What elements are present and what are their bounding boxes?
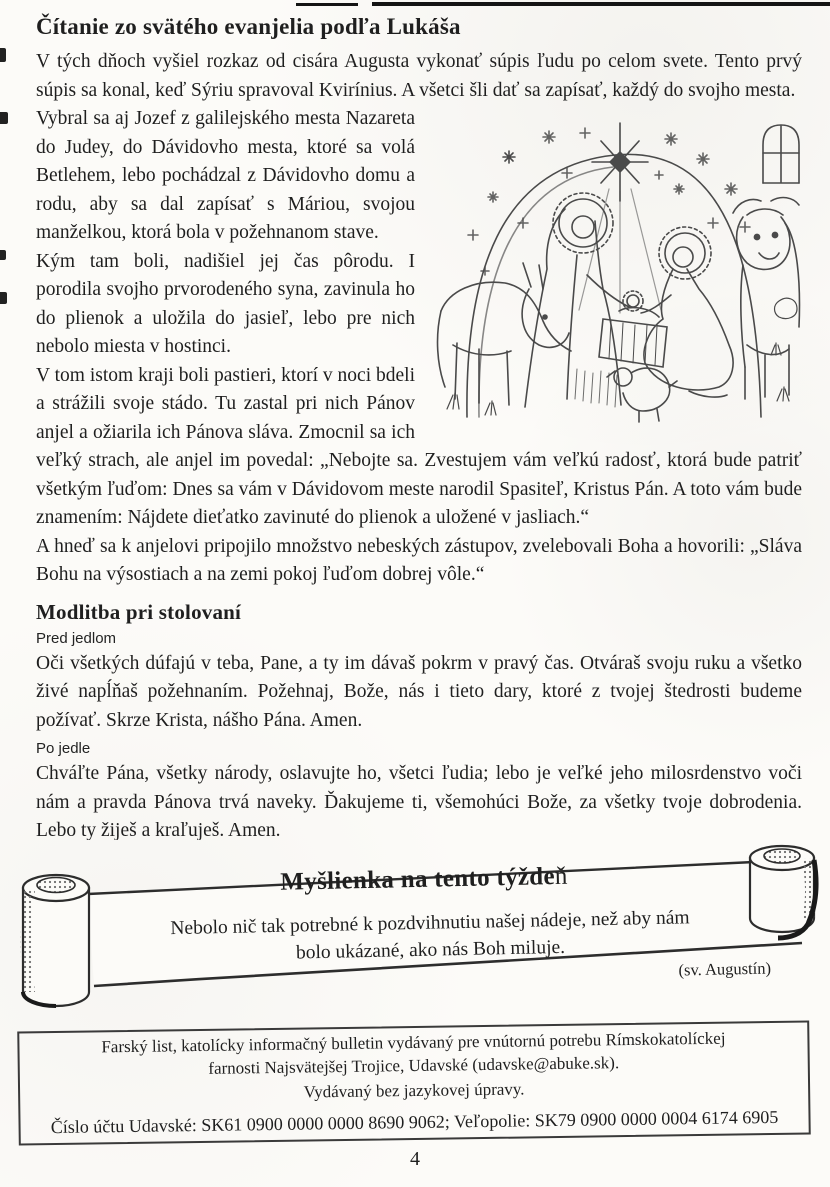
imprint-box bbox=[17, 1020, 811, 1145]
reading-paragraph: Vybral sa aj Jozef z galilejského mesta Nazareta do Judey, do Dávidovho mesta, ktoré sa volá Betlehem, lebo pochádzal z Dávidovho domu a rodu, aby sa dal zapísať s Máriou, svojou manželkou, ktorá bola v požehnanom stave. bbox=[36, 108, 415, 243]
weekly-thought-title-suffix: ň bbox=[554, 862, 568, 891]
after-meal-label: Po jedle bbox=[36, 740, 91, 757]
scan-artifact bbox=[0, 48, 6, 62]
before-meal-label: Pred jedlom bbox=[36, 629, 117, 647]
imprint-account-line: Číslo účtu Udavské: SK61 0900 0000 0000 8690 9062; Veľopolie: SK79 0900 0000 0004 6174 6905 bbox=[50, 1106, 779, 1138]
scan-artifact bbox=[0, 112, 8, 124]
reading-paragraph: V tých dňoch vyšiel rozkaz od cisára Augusta vykonať súpis ľudu po celom svete. Tento prvý súpis sa konal, keď Sýriu spravoval Kvirínius. A všetci šli dať sa zapísať, každý do svojho mesta. bbox=[36, 51, 802, 101]
imprint-line: Farský list, katolícky informačný bulletin vydávaný pre vnútornú potrebu Rímskokatolíckej farnosti Najsvätejšej Trojice, Udavské (udavske@abuke.sk). bbox=[101, 1028, 726, 1078]
prayer-section-title: Modlitba pri stolovaní bbox=[36, 599, 242, 624]
star-of-bethlehem-icon bbox=[579, 123, 661, 313]
imprint-line: Vydávaný bez jazykovej úpravy. bbox=[303, 1079, 525, 1102]
scan-artifact bbox=[0, 250, 6, 260]
reading-paragraph: Kým tam boli, nadišiel jej čas pôrodu. I porodila svojho prvorodeného syna, zavinula ho do plienok a uložila do jasieľ, lebo pre nich nebolo miesta v hostinci. bbox=[36, 250, 415, 357]
top-rule-segment bbox=[372, 2, 830, 6]
window-icon bbox=[763, 125, 799, 183]
scan-artifact bbox=[0, 292, 7, 304]
star-icon bbox=[503, 151, 515, 163]
before-meal-prayer: Oči všetkých dúfajú v teba, Pane, a ty im dávaš pokrm v pravý čas. Otváraš svoju ruku a všetko živé napĺňaš požehnaním. Požehnaj, Bože, nás i tieto dary, ktoré z tvojej štedrosti budeme požívať. Skrze Krista, nášho Pána. Amen. bbox=[36, 652, 802, 731]
weekly-thought-attribution: (sv. Augustín) bbox=[678, 958, 772, 980]
top-rule-segment bbox=[296, 3, 358, 6]
after-meal-prayer: Chváľte Pána, všetky národy, oslavujte ho, všetci ľudia; lebo je veľké jeho milosrdenstvo voči nám a pravda Pánova trvá naveky. Ďakujeme ti, všemohúci Bože, za všetky tvoje dobrodenia. Lebo ty žiješ a kraľuješ. Amen. bbox=[36, 763, 802, 840]
reading-paragraph: A hneď sa k anjelovi pripojilo množstvo nebeských zástupov, zvelebovali Boha a hovorili: „Sláva Bohu na výsostiach a na zemi pokoj ľuďom dobrej vôle.“ bbox=[36, 535, 802, 585]
nativity-illustration bbox=[427, 105, 802, 423]
donkey-figure bbox=[438, 263, 571, 405]
weekly-thought-scroll bbox=[8, 840, 822, 1012]
nativity-scene-svg bbox=[427, 105, 802, 423]
page-number: 4 bbox=[410, 1148, 420, 1170]
reading-section bbox=[36, 10, 802, 840]
weekly-thought-title bbox=[127, 860, 721, 900]
reading-paragraph: V tom istom kraji boli pastieri, ktorí v noci bdeli a strážili svoje stádo. Tu zastal pri nich Pánov anjel a ožiarila ich Pánova sláva. Zmocnil sa ich veľký strach, ale anjel im povedal: „Nebojte sa. Zvestujem vám veľkú radosť, ktorá bude patriť všetkým ľuďom: Dnes sa vám v Dávidovom meste narodil Spasiteľ, Kristus Pán. A toto vám bude znamením: Nájdete dieťatko zavinuté do plienok a uložené v jasliach.“ bbox=[36, 364, 802, 528]
weekly-thought-text: Nebolo nič tak potrebné k pozdvihnutiu našej nádeje, než aby nám bolo ukázané, ako nás Boh miluje. bbox=[170, 907, 690, 964]
weekly-thought-title-main: Myšlienka na tento týžde bbox=[280, 863, 556, 896]
scroll-text-area bbox=[6, 831, 823, 1020]
joseph-figure bbox=[641, 227, 733, 397]
page-title: Čítanie zo svätého evanjelia podľa Lukáša bbox=[36, 14, 461, 39]
